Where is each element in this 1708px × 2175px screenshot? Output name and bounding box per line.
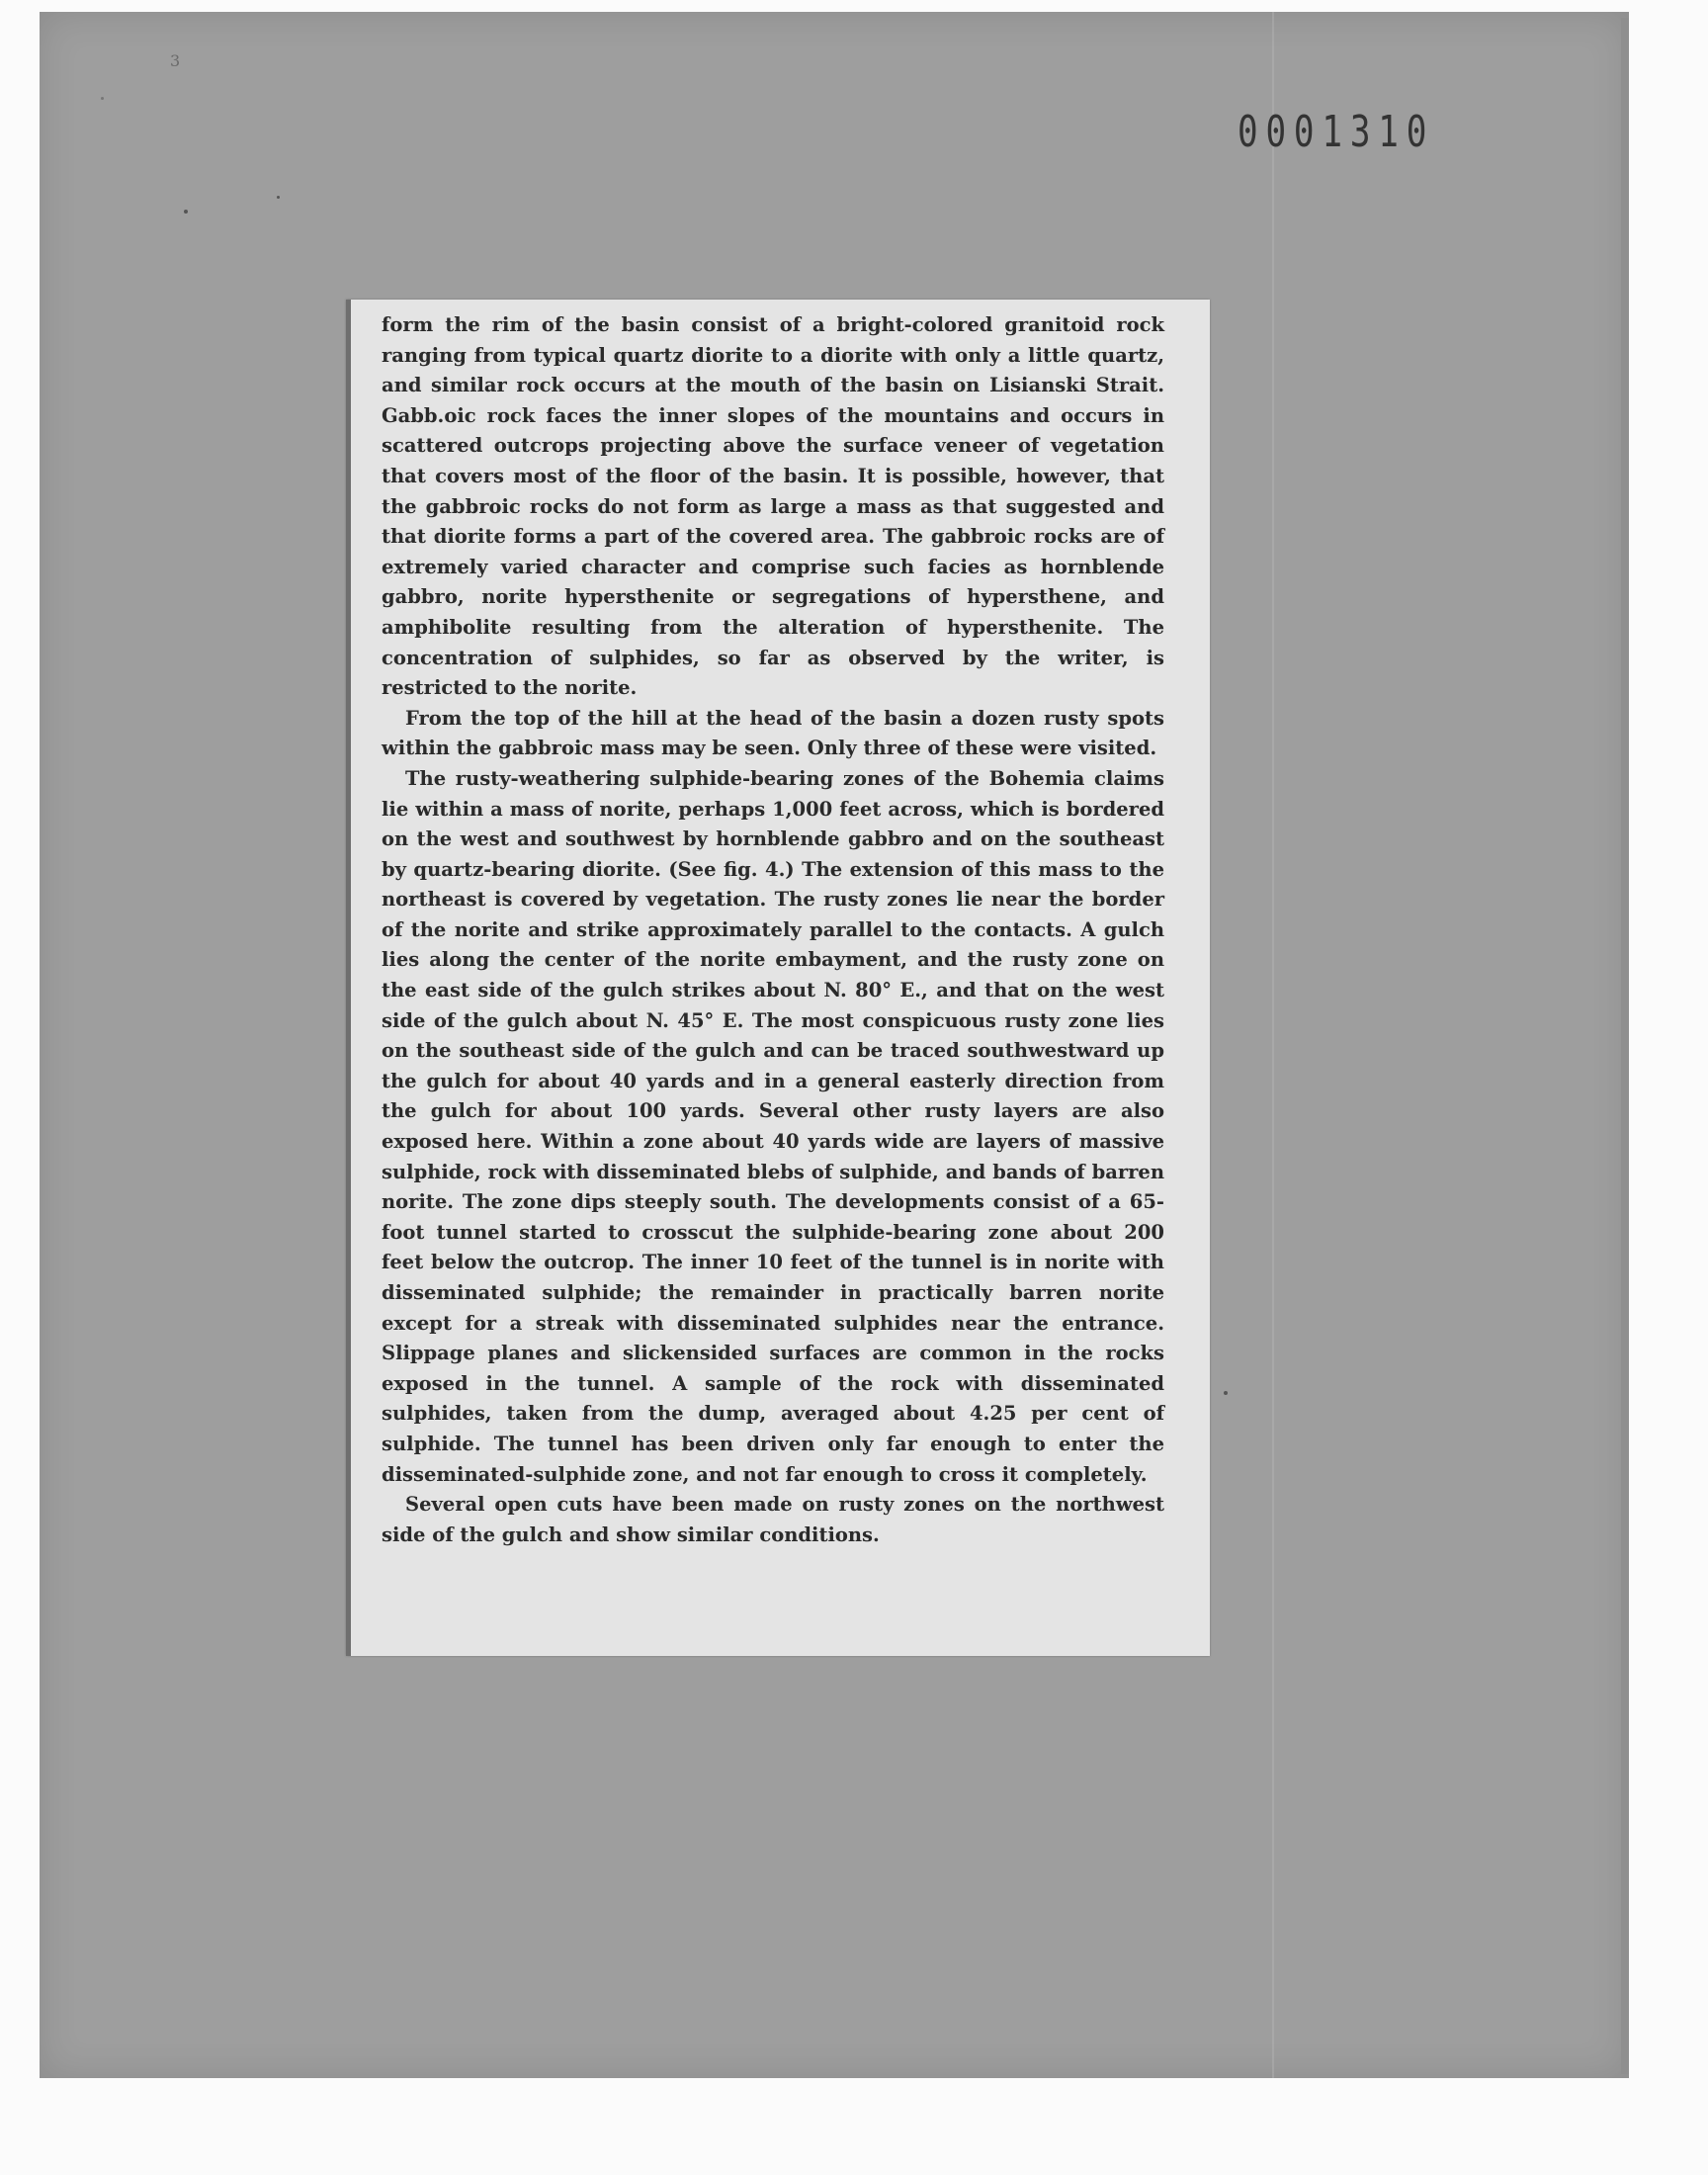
clipping-body	[382, 310, 1164, 1550]
stamp-number: 0001310	[1238, 107, 1435, 157]
speck	[184, 210, 188, 214]
paragraph: The rusty-weathering sulphide-bearing zones of the Bohemia claims lie within a mass of norite, perhaps 1,000 feet across, which is bordered on the west and southwest by hornblende gabbro and on the southeast by quartz-bearing diorite. (See fig. 4.) The extension of this mass to the northeast is covered by vegetation. The rusty zones lie near the border of the norite and strike approximately parallel to the contacts. A gulch lies along the center of the norite embayment, and the rusty zone on the east side of the gulch strikes about N. 80° E., and that on the west side of the gulch about N. 45° E. The most conspicuous rusty zone lies on the southeast side of the gulch and can be traced southwestward up the gulch for about 40 yards and in a general easterly direction from the gulch for about 100 yards. Several other rusty layers are also exposed here. Within a zone about 40 yards wide are layers of massive sulphide, rock with disseminated blebs of sulphide, and bands of barren norite. The zone dips steeply south. The developments consist of a 65-foot tunnel started to crosscut the sulphide-bearing zone about 200 feet below the outcrop. The inner 10 feet of the tunnel is in norite with disseminated sulphide; the remainder in practically barren norite except for a streak with disseminated sulphides near the entrance. Slippage planes and slickensided surfaces are common in the rocks exposed in the tunnel. A sample of the rock with disseminated sulphides, taken from the dump, averaged about 4.25 per cent of sulphide. The tunnel has been driven only far enough to enter the disseminated-sulphide zone, and not far enough to cross it completely.	[382, 766, 1164, 1486]
speck	[1224, 1391, 1228, 1395]
corner-mark: 3	[170, 51, 181, 70]
text-clipping	[346, 300, 1210, 1656]
clipping-edge	[346, 300, 351, 1656]
page-crease	[1272, 12, 1274, 2078]
paragraph: Several open cuts have been made on rusty zones on the northwest side of the gulch and show similar conditions.	[382, 1493, 1164, 1546]
scan-background-edge	[1621, 18, 1629, 2074]
paragraph: From the top of the hill at the head of the basin a dozen rusty spots within the gabbroic mass may be seen. Only three of these were visited.	[382, 706, 1164, 760]
speck	[101, 97, 104, 100]
speck	[277, 196, 280, 199]
paragraph: form the rim of the basin consist of a bright-colored granitoid rock ranging from typical quartz diorite to a diorite with only a little quartz, and similar rock occurs at the mouth of the basin on Lisianski Strait. Gabb.oic rock faces the inner slopes of the mountains and occurs in scattered outcrops projecting above the surface veneer of vegetation that covers most of the floor of the basin. It is possible, however, that the gabbroic rocks do not form as large a mass as that suggested and that diorite forms a part of the covered area. The gabbroic rocks are of extremely varied character and comprise such facies as hornblende gabbro, norite hypersthenite or segregations of hypersthene, and amphibolite resulting from the alteration of hypersthenite. The concentration of sulphides, so far as observed by the writer, is restricted to the norite.	[382, 313, 1164, 700]
